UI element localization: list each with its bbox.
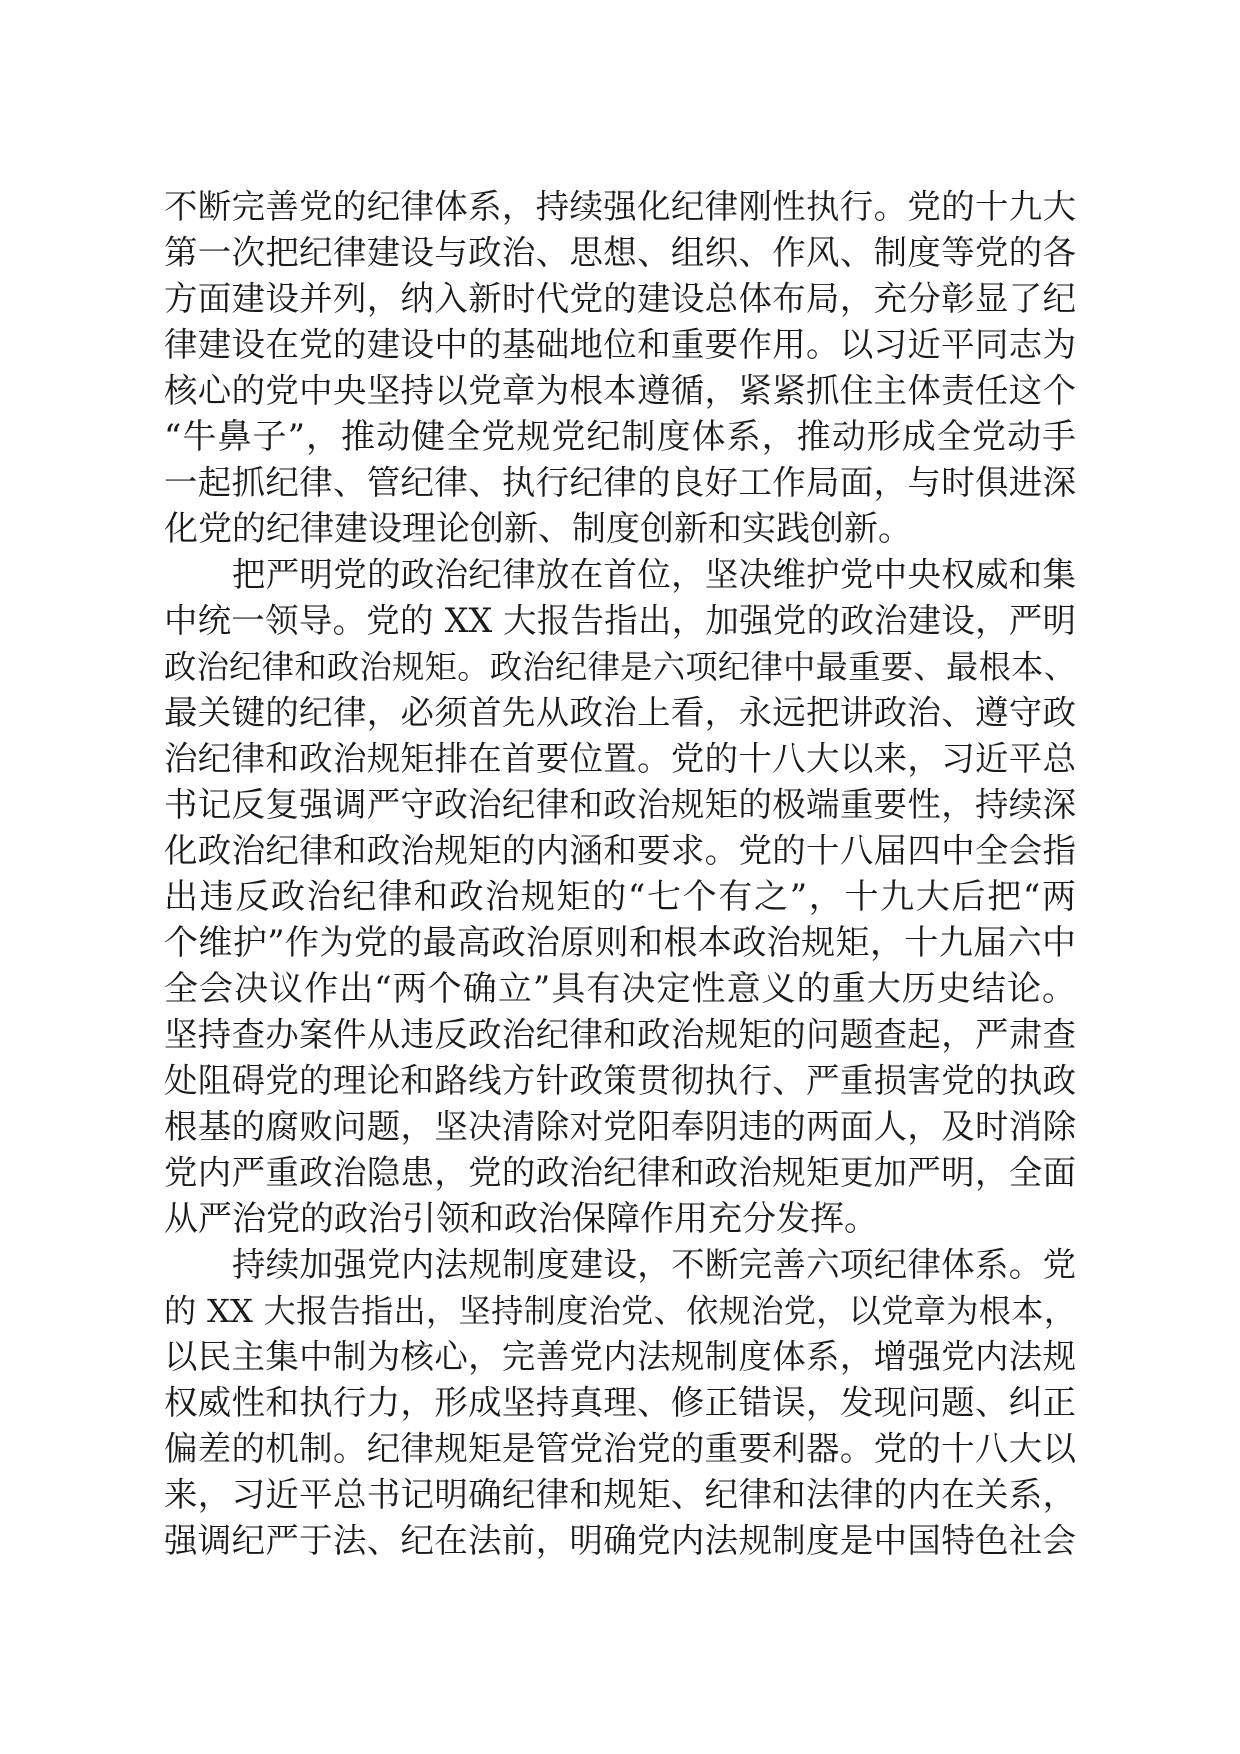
text-line: 化政治纪律和政治规矩的内涵和要求。党的十八届四中全会指	[164, 831, 1076, 870]
text-line: 律建设在党的建设中的基础地位和重要作用。以习近平同志为	[164, 325, 1076, 364]
text-line: 根基的腐败问题，坚决清除对党阳奉阴违的两面人，及时消除	[164, 1107, 1076, 1146]
text-line: 的 XX 大报告指出，坚持制度治党、依规治党，以党章为根本，	[164, 1292, 1076, 1330]
text-line: 偏差的机制。纪律规矩是管党治党的重要利器。党的十八大以	[164, 1429, 1076, 1468]
text-line: 不断完善党的纪律体系，持续强化纪律刚性执行。党的十九大	[164, 187, 1076, 226]
text-line: 来，习近平总书记明确纪律和规矩、纪律和法律的内在关系，	[164, 1475, 1076, 1514]
text-line: 出违反政治纪律和政治规矩的“七个有之”，十九大后把“两	[164, 877, 1076, 917]
text-line: 党内严重政治隐患，党的政治纪律和政治规矩更加严明，全面	[164, 1153, 1076, 1192]
text-line: 第一次把纪律建设与政治、思想、组织、作风、制度等党的各	[164, 233, 1076, 272]
text-line: 最关键的纪律，必须首先从政治上看，永远把讲政治、遵守政	[164, 693, 1076, 732]
text-line: 书记反复强调严守政治纪律和政治规矩的极端重要性，持续深	[164, 785, 1076, 824]
text-line: 把严明党的政治纪律放在首位，坚决维护党中央权威和集	[232, 555, 1076, 594]
text-line: 坚持查办案件从违反政治纪律和政治规矩的问题查起，严肃查	[164, 1015, 1076, 1054]
text-line: 个维护”作为党的最高政治原则和根本政治规矩，十九届六中	[164, 923, 1076, 963]
text-line: 政治纪律和政治规矩。政治纪律是六项纪律中最重要、最根本、	[164, 648, 1076, 686]
body-text	[164, 184, 1076, 1564]
text-line: 权威性和执行力，形成坚持真理、修正错误，发现问题、纠正	[164, 1383, 1076, 1422]
text-line: 以民主集中制为核心，完善党内法规制度体系，增强党内法规	[164, 1337, 1076, 1376]
text-line: 处阻碍党的理论和路线方针政策贯彻执行、严重损害党的执政	[164, 1061, 1076, 1100]
text-line: 从严治党的政治引领和政治保障作用充分发挥。	[164, 1199, 878, 1239]
text-line: 一起抓纪律、管纪律、执行纪律的良好工作局面，与时俱进深	[164, 463, 1076, 502]
text-line: 全会决议作出“两个确立”具有决定性意义的重大历史结论。	[164, 969, 1076, 1009]
text-line: 持续加强党内法规制度建设，不断完善六项纪律体系。党	[232, 1245, 1076, 1284]
text-line: 强调纪严于法、纪在法前，明确党内法规制度是中国特色社会	[164, 1521, 1076, 1560]
text-line: “牛鼻子”，推动健全党规党纪制度体系，推动形成全党动手	[164, 417, 1076, 457]
text-line: 治纪律和政治规矩排在首要位置。党的十八大以来，习近平总	[164, 739, 1076, 778]
text-line: 核心的党中央坚持以党章为根本遵循，紧紧抓住主体责任这个	[164, 371, 1076, 410]
text-line: 方面建设并列，纳入新时代党的建设总体布局，充分彰显了纪	[164, 279, 1076, 318]
text-line: 中统一领导。党的 XX 大报告指出，加强党的政治建设，严明	[164, 601, 1076, 640]
text-line: 化党的纪律建设理论创新、制度创新和实践创新。	[164, 509, 912, 549]
